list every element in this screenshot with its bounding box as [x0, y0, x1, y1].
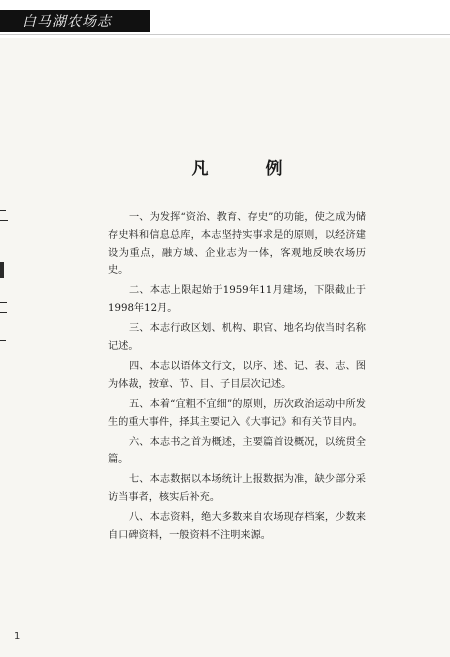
edge-mark: [0, 302, 7, 303]
edge-mark: [0, 220, 8, 221]
guideline-item: 七、本志数据以本场统计上报数据为准，缺少部分采访当事者，核实后补充。: [108, 474, 366, 504]
running-header-bar: [0, 10, 150, 32]
guideline-item: 五、本着“宜粗不宜细”的原则，历次政治运动中所发生的重大事件，择其主要记入《大事记》和有关节目内。: [108, 398, 366, 428]
edge-mark: [0, 312, 7, 313]
guideline-item: 三、本志行政区划、机构、职官、地名均依当时名称记述。: [108, 323, 366, 352]
header-rule: [0, 34, 450, 35]
edge-mark: [0, 210, 6, 211]
page-number: 1: [14, 631, 21, 642]
edge-mark: [0, 262, 4, 278]
page-title: 凡 例: [191, 159, 303, 179]
guideline-item: 四、本志以语体文行文，以序、述、记、表、志、图为体裁，按章、节、目、子目层次记述。: [108, 360, 366, 390]
edge-mark: [0, 340, 6, 341]
guidelines-body: [108, 209, 366, 547]
guideline-item: 八、本志资料，绝大多数来自农场现存档案，少数来自口碑资料，一般资料不注明来源。: [108, 512, 366, 541]
guideline-item: 一、为发挥“资治、教育、存史”的功能，使之成为储存史料和信息总库，本志坚持实事求是的原则，以经济建设为重点，融方域、企业志为一体，客观地反映农场历史。: [108, 212, 366, 277]
guideline-item: 二、本志上限起始于1959年11月建场，下限截止于1998年12月。: [108, 285, 366, 315]
scan-edge-marks: [0, 190, 12, 390]
running-header-title: 白马湖农场志: [22, 14, 112, 30]
running-header: [0, 0, 450, 38]
guideline-item: 六、本志书之首为概述，主要篇首设概况，以统贯全篇。: [108, 436, 366, 466]
